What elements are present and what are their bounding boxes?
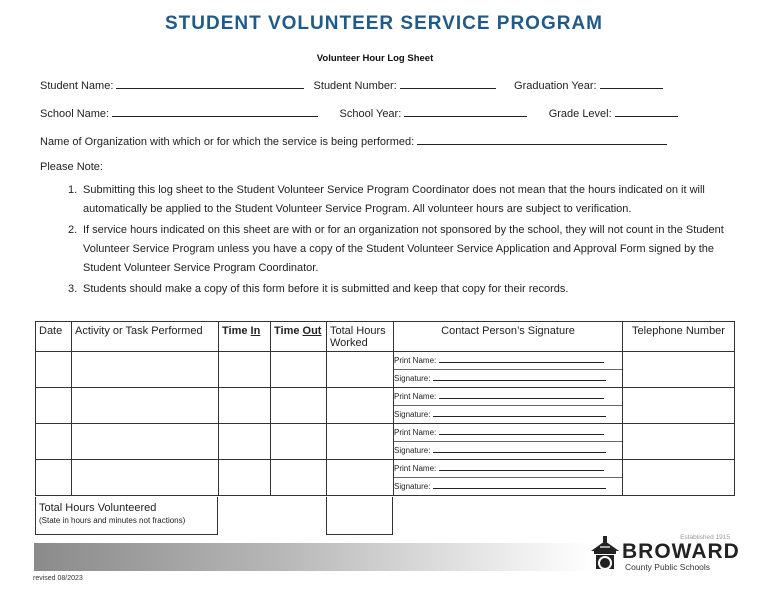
table-row [36,460,735,496]
contact-signature-cell: Print Name: Signature: [394,352,623,388]
student-info-row-2 [40,106,678,120]
organization-row [40,134,667,148]
signature-field[interactable] [433,480,606,489]
schoolhouse-icon [588,535,622,575]
student-name-field[interactable] [116,78,304,89]
total-hours-cell[interactable] [327,460,394,496]
time-out-cell[interactable] [271,388,327,424]
contact-signature-cell: Print Name: Signature: [394,388,623,424]
graduation-year-field[interactable] [600,78,663,89]
print-name-field[interactable] [439,354,604,363]
print-name-field[interactable] [439,390,604,399]
list-item: 3. Students should make a copy of this form before it is submitted and keep that copy for their records. [68,283,569,295]
telephone-cell[interactable] [623,460,735,496]
logo-established: Established 1915 [680,534,730,541]
activity-cell[interactable] [72,352,219,388]
total-hours-cell[interactable] [327,352,394,388]
student-number-field[interactable] [400,78,496,89]
time-out-cell[interactable] [271,352,327,388]
organization-field[interactable] [417,134,667,145]
table-header-row [36,322,735,352]
print-name-field[interactable] [439,426,604,435]
time-in-header: Time In [219,322,271,352]
date-cell[interactable] [36,352,72,388]
footer-gradient-bar [34,543,594,571]
graduation-year-label: Graduation Year: [514,80,597,92]
revised-date: revised 08/2023 [33,575,83,582]
list-item: 1. Submitting this log sheet to the Student Volunteer Service Program Coordinator does not mean that the hours indicated on it will automatically be applied to the Student Volunteer Service Program. All volunteer hours are subject to verification. [68,184,705,215]
student-info-row-1 [40,78,663,92]
time-out-cell[interactable] [271,460,327,496]
table-row [36,352,735,388]
contact-signature-cell: Print Name: Signature: [394,460,623,496]
time-out-header: Time Out [271,322,327,352]
form-subtitle: Volunteer Hour Log Sheet [316,53,434,64]
signature-field[interactable] [433,372,606,381]
student-number-label: Student Number: [313,80,397,92]
total-hours-field[interactable] [326,497,393,535]
school-name-field[interactable] [112,106,318,117]
date-cell[interactable] [36,460,72,496]
activity-cell[interactable] [72,424,219,460]
school-name-label: School Name: [40,108,110,120]
school-year-field[interactable] [404,106,527,117]
volunteer-log-table [35,321,735,496]
time-in-cell[interactable] [219,460,271,496]
total-hours-cell[interactable] [327,388,394,424]
activity-cell[interactable] [72,388,219,424]
logo-name: BROWARD [622,540,740,563]
form-title: STUDENT VOLUNTEER SERVICE PROGRAM [164,13,604,34]
table-row [36,424,735,460]
table-row [36,388,735,424]
total-hours-label: Total Hours Volunteered (State in hours and minutes not fractions) [35,497,218,535]
telephone-cell[interactable] [623,388,735,424]
grade-level-field[interactable] [615,106,678,117]
school-year-label: School Year: [339,108,402,120]
total-hours-cell[interactable] [327,424,394,460]
date-cell[interactable] [36,424,72,460]
date-header: Date [36,322,72,352]
notes-list [68,181,733,301]
activity-header: Activity or Task Performed [72,322,219,352]
time-in-cell[interactable] [219,388,271,424]
total-hours-header: Total Hours Worked [327,322,394,352]
signature-field[interactable] [433,408,606,417]
print-name-field[interactable] [439,462,604,471]
list-item: 2. If service hours indicated on this sheet are with or for an organization not sponsored by the school, they will not count in the Student Volunteer Service Program unless you have a copy of the Student Volunteer Service Application and Approval Form signed by the Student Volunteer Service Program Coordinator. [68,224,724,274]
signature-field[interactable] [433,444,606,453]
grade-level-label: Grade Level: [548,108,612,120]
activity-cell[interactable] [72,460,219,496]
broward-logo [588,531,738,577]
organization-label: Name of Organization with which or for which the service is being performed: [40,136,415,148]
time-out-cell[interactable] [271,424,327,460]
telephone-header: Telephone Number [623,322,735,352]
telephone-cell[interactable] [623,424,735,460]
please-note: Please Note: [40,161,103,173]
time-in-cell[interactable] [219,352,271,388]
student-name-label: Student Name: [40,80,114,92]
logo-subtitle: County Public Schools [625,562,711,572]
date-cell[interactable] [36,388,72,424]
contact-signature-cell: Print Name: Signature: [394,424,623,460]
telephone-cell[interactable] [623,352,735,388]
contact-header: Contact Person’s Signature [394,322,623,352]
time-in-cell[interactable] [219,424,271,460]
